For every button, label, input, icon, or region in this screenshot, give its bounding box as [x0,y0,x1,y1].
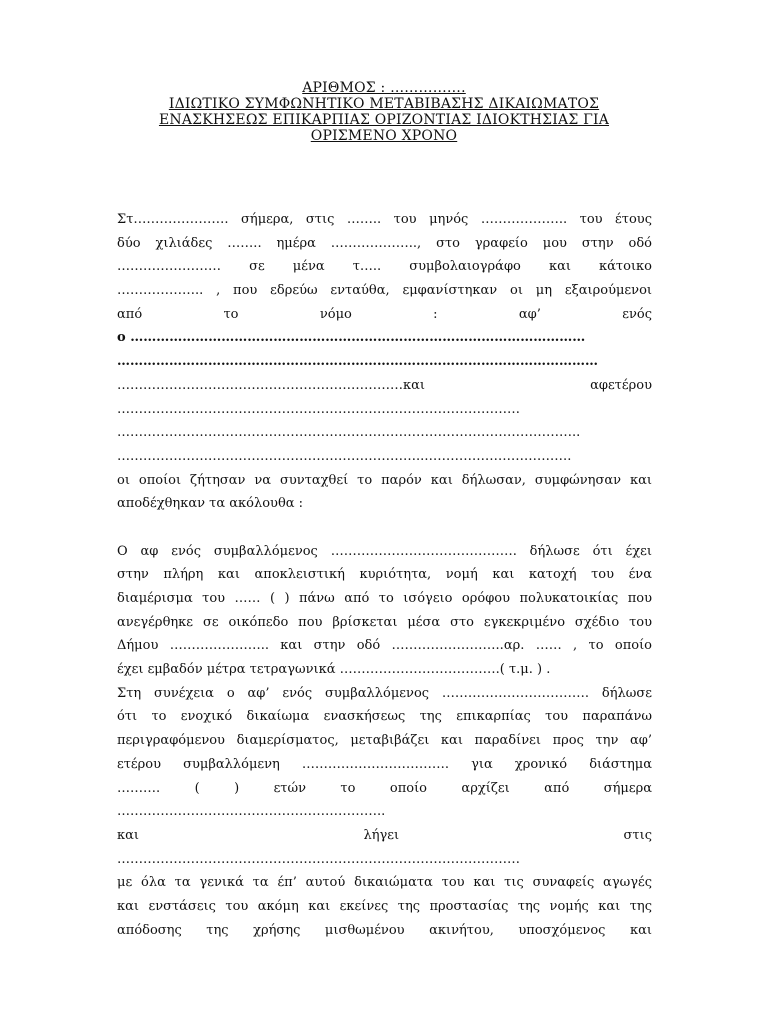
text-line: από το νόμο : αφ’ ενός [117,306,652,322]
text-line: οι οποίοι ζήτησαν να συνταχθεί το παρόν και δήλωσαν, συμφώνησαν και [117,472,652,488]
paragraph-gap [117,516,652,540]
text-line: …………………………………………………….. [117,804,386,820]
text-line: και λήγει στις [117,827,652,843]
text-line: Δήμου ………………….. και στην οδό ……………………..αρ. …… , το οποίο [117,638,652,654]
text-line: Στ…………………. σήμερα, στις …….. του μηνός ……………….. του έτους [117,212,652,227]
text-line: περιγραφόμενου διαμερίσματος, μεταβιβάζει και παραδίνει προς την αφ’ [117,733,652,749]
text-line: στην πλήρη και αποκλειστική κυριότητα, νομή και κατοχή του ένα [117,567,652,583]
document-title-line-2: ΕΝΑΣΚΗΣΕΩΣ ΕΠΙΚΑΡΠΙΑΣ ΟΡΙΖΟΝΤΙΑΣ ΙΔΙΟΚΤΗΣΙΑΣ ΓΙΑ [158,112,610,128]
text-line: ετέρου συμβαλλόμενη ……………………………. για χρονικό διάστημα [117,756,652,772]
text-line: ………. ( ) ετών το οποίο αρχίζει από σήμερα [117,780,652,796]
document-title-line-1: ΙΔΙΩΤΙΚΟ ΣΥΜΦΩΝΗΤΙΚΟ ΜΕΤΑΒΙΒΑΣΗΣ ΔΙΚΑΙΩΜΑΤΟΣ [168,96,600,112]
text-line: δύο χιλιάδες …….. ημέρα ……………….., στο γραφείο μου στην οδό [117,235,652,251]
document-number: ΑΡΙΘΜΟΣ : ……………. [302,80,466,96]
text-line: ανεγέρθηκε σε οικόπεδο που βρίσκεται μέσα στο εγκεκριμένο σχέδιο του [117,614,652,630]
text-line: ………………………………………………………………………………… [117,401,520,417]
text-line: ο …………………………………………………………………………………………… [117,330,586,346]
text-line: ………………………………………………………………………………………………… [117,354,598,370]
text-line: Ο αφ ενός συμβαλλόμενος ……………………………………. δήλωσε ότι έχει [117,543,652,559]
document-header [100,80,668,144]
text-line: Στη συνέχεια ο αφ’ ενός συμβαλλόμενος ……………………………. δήλωσε [117,685,652,701]
text-line: διαμέρισμα του …… ( ) πάνω από το ισόγειο ορόφου πολυκατοικίας που [117,591,652,606]
text-line: απόδοσης της χρήσης μισθωμένου ακινήτου, υποσχόμενος και [117,922,652,938]
text-line: και ενστάσεις του ακόμη και εκείνες της προστασίας της νομής και της [117,898,652,914]
text-line: ότι το ενοχικό δικαίωμα ενασκήσεως της επικαρπίας του παραπάνω [117,709,652,725]
text-line: έχει εμβαδόν μέτρα τετραγωνικά ……………………………….( τ.μ. ) . [117,662,551,678]
text-line: ……………………………………………………………..……………………………. [117,448,572,464]
text-line: αποδέχθηκαν τα ακόλουθα : [117,496,304,512]
text-line: με όλα τα γενικά τα έπ’ αυτού δικαιώματα του και τις συναφείς αγωγές [117,875,652,891]
text-line: …………………… σε μένα τ….. συμβολαιογράφο και κάτοικο [117,259,652,275]
text-line: ……………….. , που εδρεύω ενταύθα, εμφανίστηκαν οι μη εξαιρούμενοι [117,283,652,299]
text-line: …………………………………………………………και αφετέρου [117,377,652,393]
document-title-line-3: ΟΡΙΣΜΕΝΟ ΧΡΟΝΟ [310,128,458,144]
document-body [117,208,652,942]
text-line: …………………………………………………………………………………………….. [117,425,581,441]
text-line: ………………………………………………………………………………… [117,851,520,867]
